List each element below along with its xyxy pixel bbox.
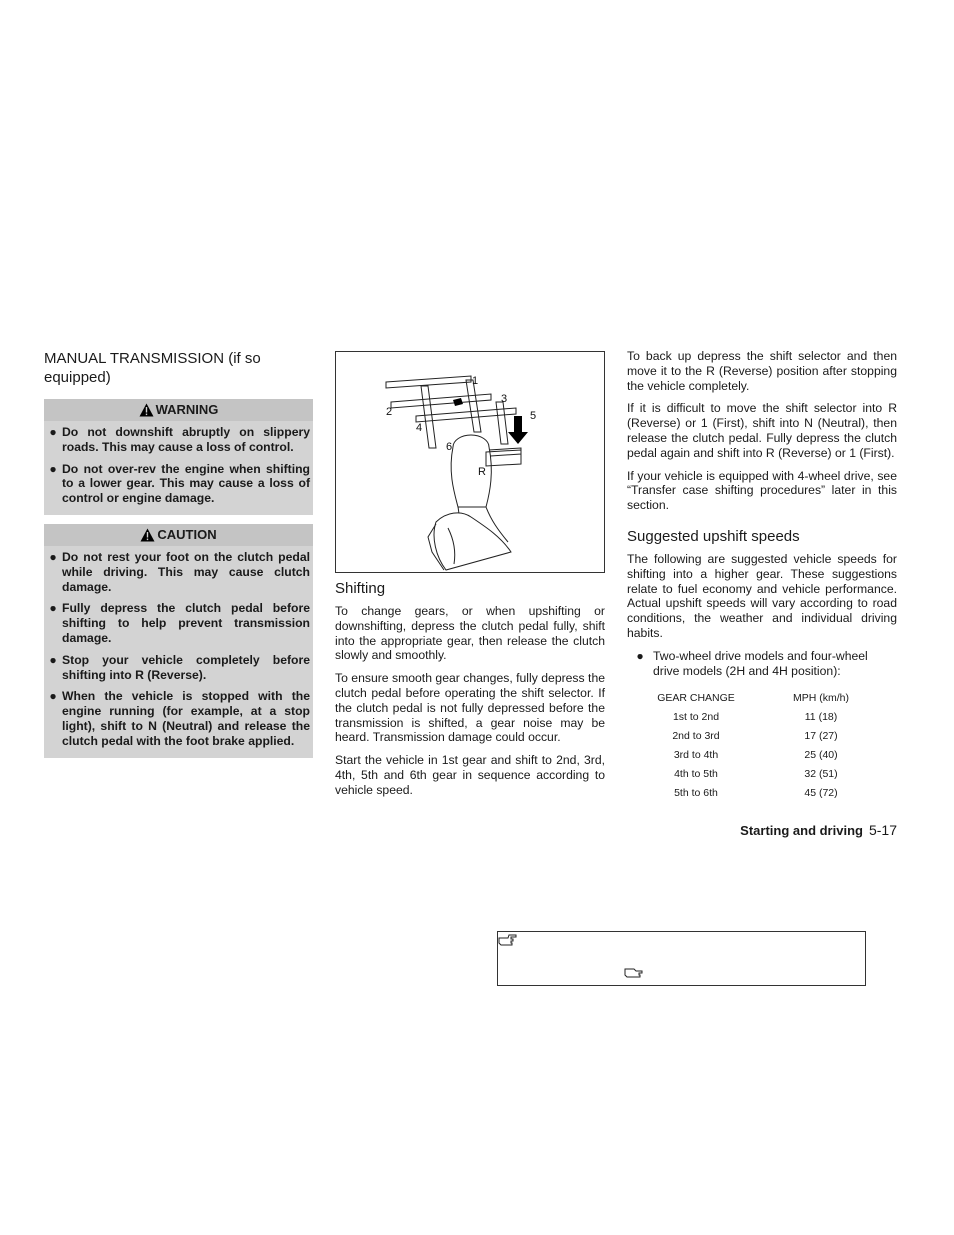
caution-box	[44, 524, 313, 758]
pointing-hand-icon	[498, 933, 518, 952]
table-row: 5th to 6th 45 (72)	[674, 786, 838, 799]
shift-pattern-diagram	[335, 351, 605, 573]
paragraph: To change gears, or when upshifting or downshifting, depress the clutch pedal fully, shift into the appropriate gear, then release the clutch slowly and smoothly.	[335, 604, 605, 663]
paragraph: Start the vehicle in 1st gear and shift to 2nd, 3rd, 4th, 5th and 6th gear in sequence according to vehicle speed.	[335, 753, 605, 797]
caution-item: ● Do not rest your foot on the clutch pedal while driving. This may cause clutch damage.	[49, 549, 310, 594]
note-box	[497, 931, 866, 986]
caution-item: ● Stop your vehicle completely before shifting into R (Reverse).	[49, 652, 310, 682]
right-column	[627, 349, 897, 802]
upshift-title: Suggested upshift speeds	[627, 527, 800, 545]
table-header-row	[641, 688, 891, 707]
gear-label-2: 2	[386, 406, 393, 418]
paragraph: To ensure smooth gear changes, fully depress the clutch pedal before operating the shift selector. If the clutch pedal is not fully depressed before the transmission is shifted, a gear noise may be heard. Transmission damage could occur.	[335, 671, 605, 745]
caution-item: ● When the vehicle is stopped with the engine running (for example, at a stop light), shift to N (Neutral) and release the clutch pedal with the foot brake applied.	[49, 689, 310, 748]
caution-label: CAUTION	[157, 526, 217, 542]
warning-box	[44, 399, 313, 515]
gear-label-4: 4	[416, 422, 423, 434]
section-title: MANUAL TRANSMISSION (if so equipped)	[44, 350, 261, 386]
page-number: 5-17	[868, 822, 897, 838]
list-item: ● Two-wheel drive models and four-wheel drive models (2H and 4H position):	[636, 648, 868, 678]
table-row: 2nd to 3rd 17 (27)	[672, 729, 838, 742]
table-row: 3rd to 4th 25 (40)	[673, 748, 838, 761]
table-row: 1st to 2nd 11 (18)	[672, 710, 838, 723]
paragraph: If it is difficult to move the shift selector into R (Reverse) or 1 (First), shift into N (Neutral), then release the clutch pedal. Fully depress the clutch pedal again and shift into R (Reverse) or 1 (First).	[627, 401, 897, 460]
upshift-paragraph: The following are suggested vehicle speeds for shifting into a higher gear. These suggestions relate to fuel economy and vehicle performance. Actual upshift speeds will vary according to road conditions, the weather and individual driving habits.	[627, 551, 897, 640]
gear-label-3: 3	[501, 393, 508, 405]
header-gear-change: GEAR CHANGE	[657, 691, 735, 704]
caution-item: ● Fully depress the clutch pedal before shifting to help prevent transmission damage.	[49, 601, 310, 645]
paragraph: To back up depress the shift selector and then move it to the R (Reverse) position after stopping the vehicle completely.	[627, 349, 897, 393]
table-row: 4th to 5th 32 (51)	[674, 767, 838, 780]
warning-label: WARNING	[155, 402, 219, 417]
upshift-speed-table	[641, 688, 891, 802]
middle-column	[335, 351, 605, 806]
left-column	[44, 349, 313, 767]
gear-label-r: R	[478, 466, 486, 478]
gear-label-5: 5	[530, 410, 537, 422]
warning-item: ● Do not downshift abruptly on slippery roads. This may cause a loss of control.	[49, 425, 310, 454]
paragraph: If your vehicle is equipped with 4-wheel drive, see “Transfer case shifting procedures” later in this section.	[627, 468, 897, 513]
footer-section: Starting and driving	[740, 823, 863, 838]
caution-triangle-icon	[140, 527, 155, 549]
warning-item: ● Do not over-rev the engine when shifting to a lower gear. This may cause a loss of control or engine damage.	[49, 461, 310, 506]
page-footer	[740, 821, 897, 840]
gear-label-6: 6	[446, 441, 453, 453]
shifting-title: Shifting	[335, 580, 386, 597]
warning-header	[44, 399, 313, 421]
gear-label-1: 1	[472, 375, 479, 387]
header-mph: MPH (km/h)	[793, 691, 849, 704]
pointing-hand-icon	[624, 966, 644, 985]
warning-triangle-icon	[139, 402, 154, 424]
shift-diagram-svg	[336, 352, 604, 572]
caution-header	[44, 524, 313, 546]
